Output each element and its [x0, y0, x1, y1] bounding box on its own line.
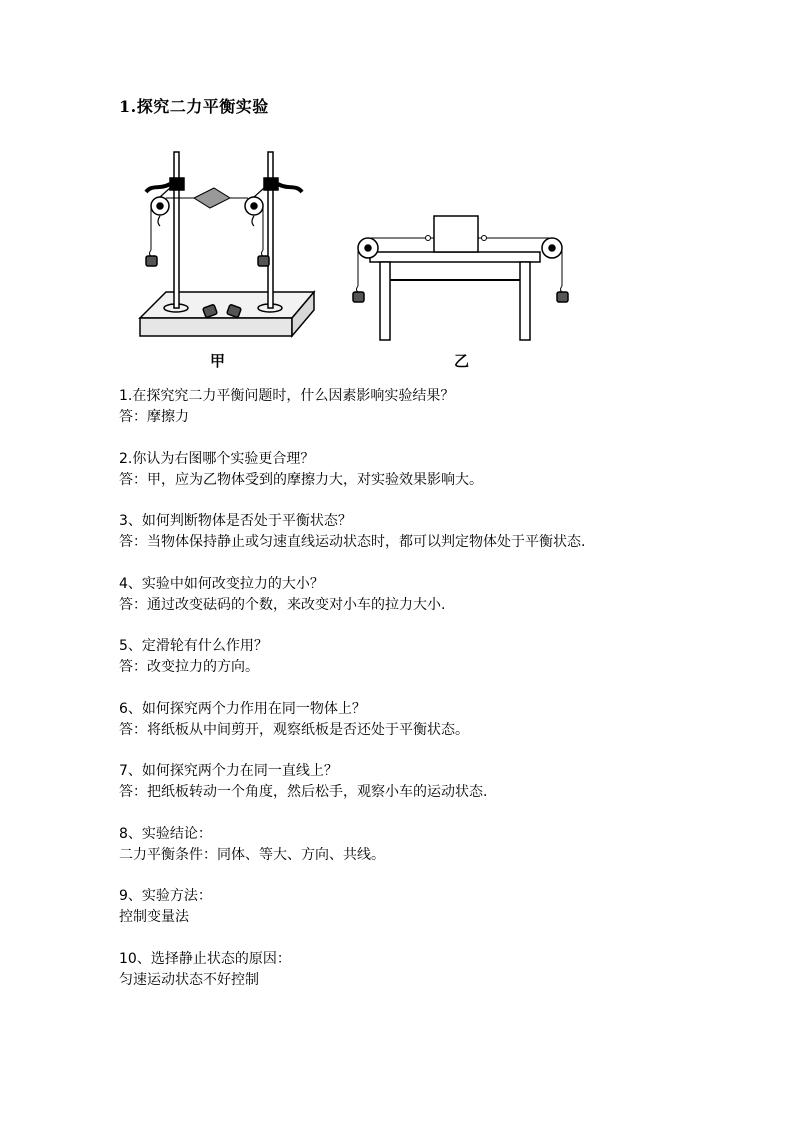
qa-item [119, 574, 759, 616]
answer-text: 答：甲，应为乙物体受到的摩擦力大，对实验效果影响大。 [119, 472, 483, 488]
qa-item [119, 761, 759, 803]
apparatus-illustration [118, 140, 598, 380]
question-text: 7、如何探究两个力在同一直线上？ [119, 763, 338, 779]
answer-text: 答：将纸板从中间剪开，观察纸板是否还处于平衡状态。 [119, 722, 469, 738]
question-text: 3、如何判断物体是否处于平衡状态？ [119, 513, 352, 529]
answer-text: 答：改变拉力的方向。 [119, 659, 259, 675]
question-text: 4、实验中如何改变拉力的大小？ [119, 576, 324, 592]
question-text: 9、实验方法： [119, 888, 212, 904]
qa-item [119, 636, 759, 678]
answer-text: 匀速运动状态不好控制 [119, 972, 259, 988]
qa-item [119, 511, 759, 553]
answer-text: 答：把纸板转动一个角度，然后松手，观察小车的运动状态. [119, 784, 488, 800]
apparatus-yi [353, 216, 568, 340]
question-text: 1.在探究究二力平衡问题时，什么因素影响实验结果？ [119, 388, 455, 404]
question-text: 10、选择静止状态的原因： [119, 951, 291, 967]
question-text: 6、如何探究两个力作用在同一物体上？ [119, 701, 366, 717]
question-text: 2.你认为右图哪个实验更合理？ [119, 451, 315, 467]
qa-item [119, 886, 759, 928]
qa-item [119, 949, 759, 991]
answer-text: 控制变量法 [119, 909, 189, 925]
answer-text: 答：通过改变砝码的个数，来改变对小车的拉力大小. [119, 597, 446, 613]
question-text: 8、实验结论： [119, 826, 212, 842]
qa-item [119, 824, 759, 866]
qa-item [119, 386, 759, 428]
caption-yi: 乙 [454, 352, 470, 370]
answer-text: 答：摩擦力 [119, 409, 189, 425]
experiment-figure [118, 140, 598, 380]
question-text: 5、定滑轮有什么作用？ [119, 638, 268, 654]
qa-item [119, 699, 759, 741]
section-title: 1.探究二力平衡实验 [119, 97, 269, 116]
answer-text: 答：当物体保持静止或匀速直线运动状态时，都可以判定物体处于平衡状态. [119, 534, 586, 550]
answer-text: 二力平衡条件：同体、等大、方向、共线。 [119, 847, 385, 863]
apparatus-jia [140, 152, 314, 336]
qa-item [119, 449, 759, 491]
caption-jia: 甲 [210, 352, 226, 370]
